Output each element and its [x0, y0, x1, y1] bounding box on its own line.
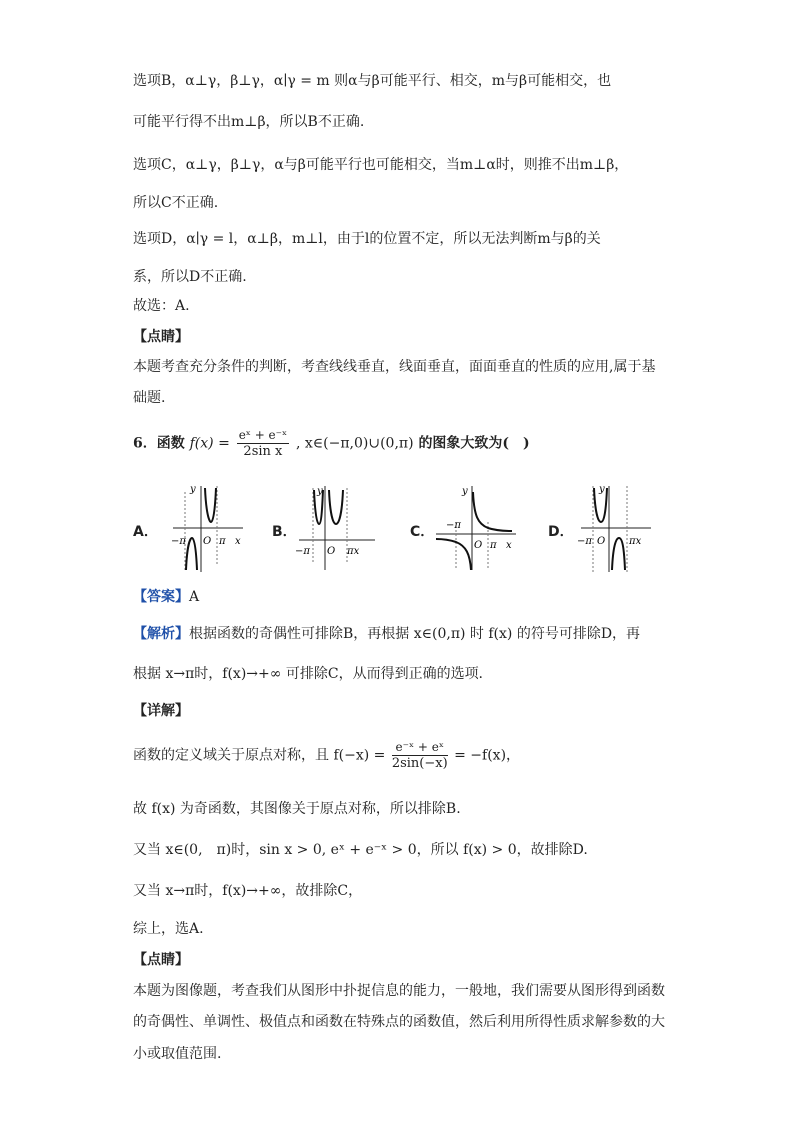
- graph-d-pix: πx: [629, 536, 642, 547]
- graph-c-y: y: [462, 486, 468, 497]
- answer-line: [133, 587, 199, 607]
- summary-1b: 础题.: [133, 390, 166, 406]
- graph-c-x: x: [506, 540, 512, 551]
- graph-a-x: x: [235, 536, 241, 547]
- graph-b-negpi: −π: [295, 546, 310, 557]
- graph-c-pi: π: [490, 540, 497, 551]
- q6-fraction: [237, 428, 289, 459]
- graph-c-o: O: [474, 540, 483, 551]
- line-c2: 所以C不正确.: [133, 195, 219, 211]
- analysis-text-1: 根据函数的奇偶性可排除B，再根据 x∈(0,π) 时 f(x) 的符号可排除D，再: [189, 626, 641, 642]
- line-b1: 选项B，α⊥γ，β⊥γ，α∣γ = m 则α与β可能平行、相交，m与β可能相交，也: [133, 73, 612, 89]
- detail-line-2: 故 f(x) 为奇函数，其图像关于原点对称，所以排除B.: [133, 801, 461, 817]
- graph-d-y: y: [599, 484, 605, 495]
- graph-option-c: [432, 482, 522, 574]
- graph-option-a: [165, 482, 245, 574]
- option-d-label: D．: [548, 524, 574, 540]
- analysis-tag: 【解析】: [133, 626, 189, 642]
- graph-option-b: [293, 482, 378, 574]
- graph-a-o: O: [203, 536, 212, 547]
- detail-line-4: 又当 x→π时，f(x)→+∞，故排除C，: [133, 883, 363, 899]
- line-b2: 可能平行得不出m⊥β，所以B不正确.: [133, 114, 365, 130]
- analysis-line-1: [133, 624, 640, 644]
- graph-a-negpi: −π: [171, 536, 186, 547]
- detail-line-5: 综上，选A.: [133, 921, 204, 937]
- q6-fx: f(x) =: [189, 435, 230, 452]
- dianjing-tag-2: 【点睛】: [133, 952, 189, 968]
- detail-line-1: [133, 740, 520, 771]
- detail1-post: = −f(x)，: [454, 747, 521, 764]
- line-d1: 选项D，α∣γ = l，α⊥β，m⊥l，由于l的位置不定，所以无法判断m与β的关: [133, 231, 601, 247]
- graph-a-y: y: [190, 484, 196, 495]
- option-b-label: B．: [272, 524, 297, 540]
- dianjing-tag-1: 【点睛】: [133, 329, 189, 345]
- graph-b-o: O: [327, 546, 336, 557]
- graph-d-negpi: −π: [577, 536, 592, 547]
- summary-2a: 本题为图像题，考查我们从图形中扑捉信息的能力，一般地，我们需要从图形得到函数: [133, 983, 665, 999]
- graph-a-pi: π: [219, 536, 226, 547]
- analysis-line-2: 根据 x→π时，f(x)→+∞ 可排除C，从而得到正确的选项.: [133, 666, 484, 682]
- detail-line-3: 又当 x∈(0, π)时，sin x > 0, eˣ + e⁻ˣ > 0，所以 f(x) > 0，故排除D.: [133, 842, 588, 858]
- q6-numerator: eˣ + e⁻ˣ: [238, 428, 288, 442]
- answer-tag: 【答案】: [133, 589, 189, 605]
- graph-c-negpi: −π: [446, 520, 461, 531]
- answer-value: A: [189, 589, 200, 605]
- graph-d-o: O: [597, 536, 606, 547]
- option-c-label: C．: [410, 524, 435, 540]
- graph-option-d: [575, 482, 655, 574]
- line-c1: 选项C，α⊥γ，β⊥γ，α与β可能平行也可能相交，当m⊥α时，则推不出m⊥β，: [133, 157, 629, 173]
- q6-denominator: 2sin x: [243, 444, 283, 459]
- q6-domain: , x∈(−π,0)∪(0,π): [295, 435, 414, 452]
- detail1-pre: 函数的定义域关于原点对称，且 f(−x) =: [133, 747, 386, 764]
- summary-2b: 的奇偶性、单调性、极值点和函数在特殊点的函数值，然后利用所得性质求解参数的大: [133, 1014, 665, 1030]
- detail1-numerator: e⁻ˣ + eˣ: [392, 740, 448, 756]
- graph-b-pix: πx: [347, 546, 360, 557]
- q6-prefix: 6．函数: [133, 435, 185, 452]
- detail1-fraction: [392, 740, 448, 771]
- graph-b-y: y: [317, 486, 323, 497]
- summary-1a: 本题考查充分条件的判断，考查线线垂直，线面垂直，面面垂直的性质的应用,属于基: [133, 359, 656, 375]
- line-d2: 系，所以D不正确.: [133, 269, 247, 285]
- detail-tag: 【详解】: [133, 703, 189, 719]
- question-6: [133, 428, 530, 459]
- summary-2c: 小或取值范围.: [133, 1046, 222, 1062]
- q6-suffix: 的图象大致为( ): [418, 435, 530, 452]
- choose-line: 故选：A.: [133, 298, 190, 314]
- option-a-label: A．: [133, 524, 158, 540]
- detail1-denominator: 2sin(−x): [391, 756, 448, 771]
